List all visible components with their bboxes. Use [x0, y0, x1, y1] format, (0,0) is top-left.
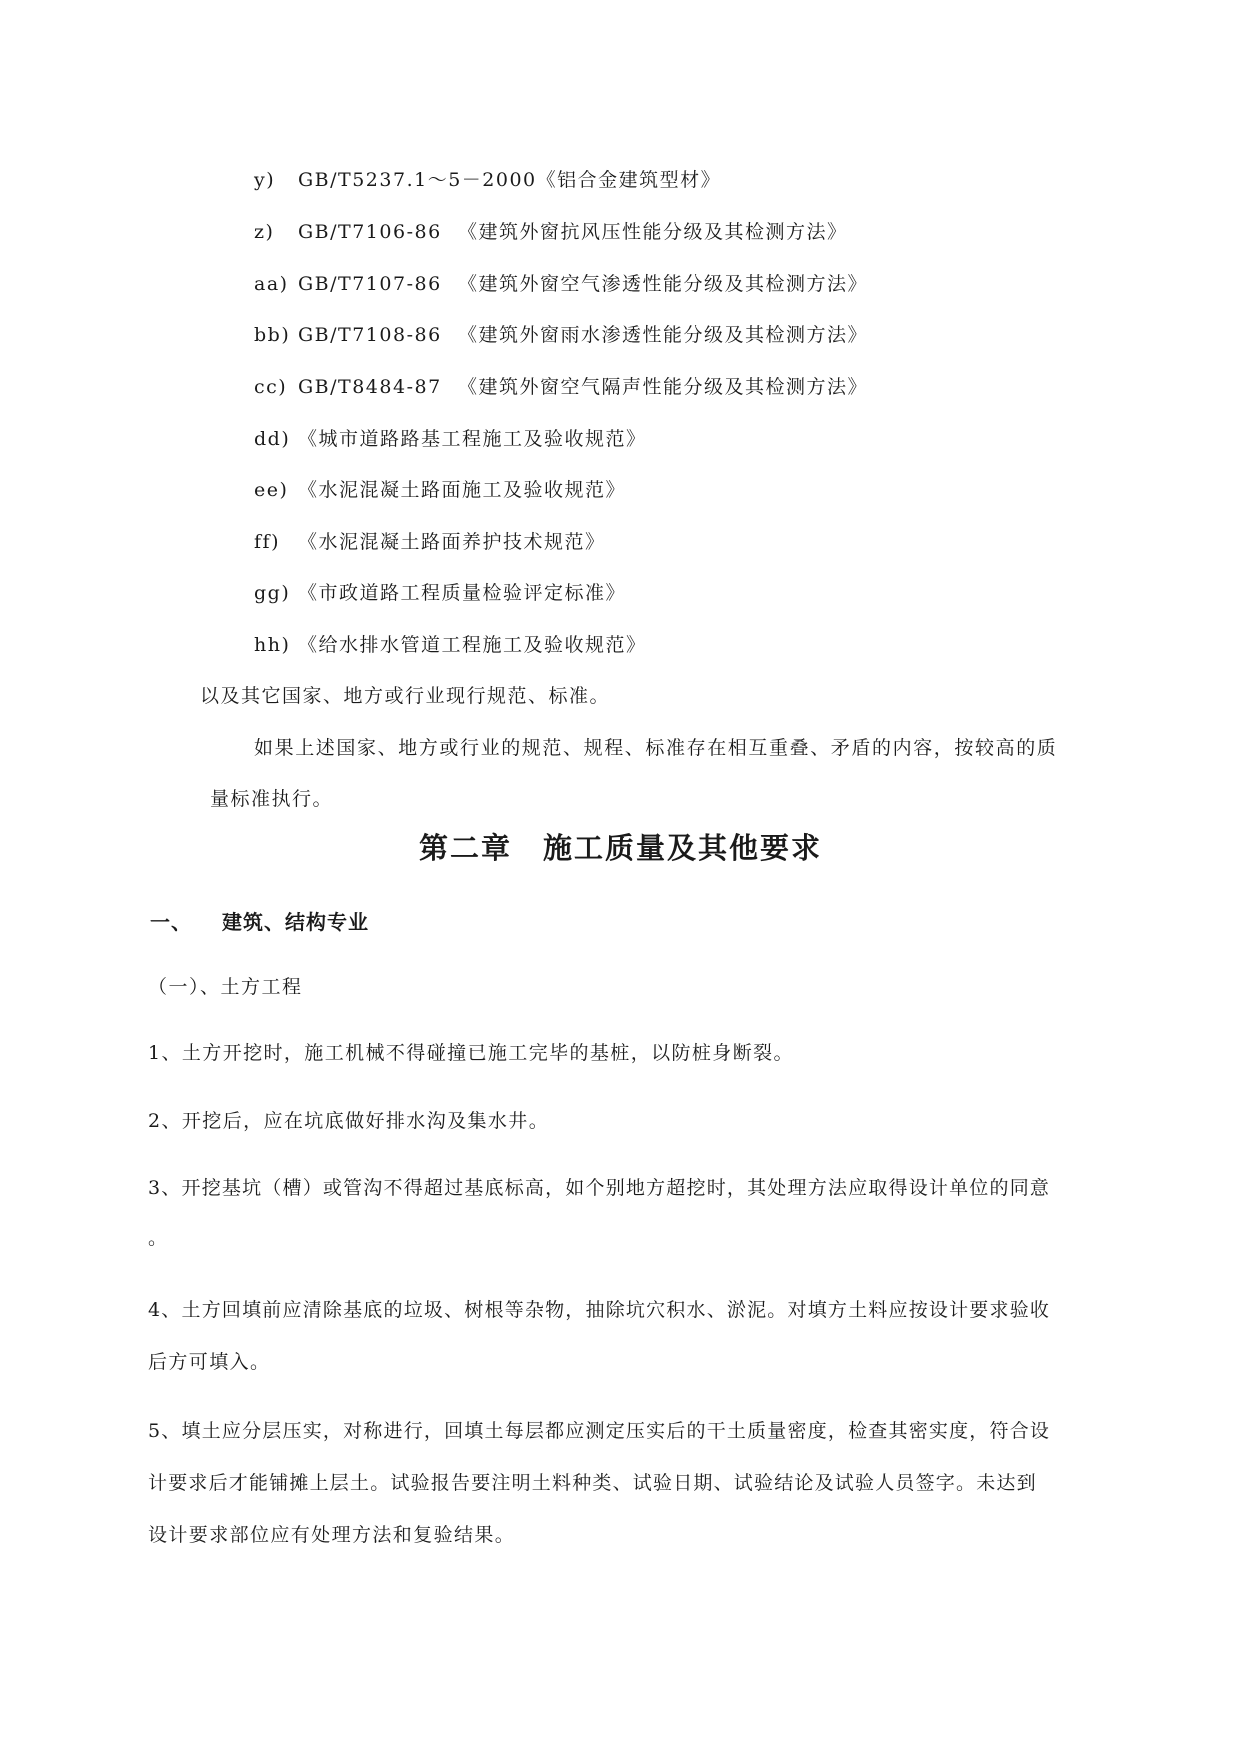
standard-item [254, 477, 626, 503]
standard-title: 《建筑外窗空气渗透性能分级及其检测方法》 [458, 273, 869, 295]
standard-label: dd) [254, 428, 291, 450]
standard-code: GB/T8484-87 [298, 376, 442, 398]
standard-item [254, 632, 647, 658]
section-heading [150, 908, 369, 936]
standard-item [254, 219, 848, 245]
conflict-text-line1: 如果上述国家、地方或行业的规范、规程、标准存在相互重叠、矛盾的内容，按较高的质 [254, 737, 1058, 759]
item-2: 2、开挖后，应在坑底做好排水沟及集水井。 [148, 1110, 550, 1132]
item-4-line2: 后方可填入。 [148, 1351, 271, 1373]
section-title: 建筑、结构专业 [222, 910, 369, 934]
section-number: 一、 [150, 910, 192, 934]
standard-label: hh) [254, 634, 291, 656]
standard-title: 《建筑外窗雨水渗透性能分级及其检测方法》 [458, 324, 869, 346]
standard-label: aa) [254, 273, 289, 295]
standard-item [254, 271, 868, 297]
item-4-line1: 4、土方回填前应清除基底的垃圾、树根等杂物，抽除坑穴积水、淤泥。对填方土料应按设计要求验收 [148, 1299, 1051, 1321]
standard-label: cc) [254, 376, 288, 398]
standard-title: 《市政道路工程质量检验评定标准》 [298, 582, 627, 604]
standard-code: GB/T7106-86 [298, 221, 442, 243]
standard-label: z) [254, 221, 275, 243]
item-3-line2: 。 [148, 1227, 169, 1249]
standard-title: 《铝合金建筑型材》 [536, 169, 722, 191]
standard-item [254, 529, 606, 555]
standard-item [254, 322, 868, 348]
standard-title: 《建筑外窗抗风压性能分级及其检测方法》 [458, 221, 848, 243]
standard-title: 《建筑外窗空气隔声性能分级及其检测方法》 [458, 376, 869, 398]
standard-code: GB/T7108-86 [298, 324, 442, 346]
standard-title: 《给水排水管道工程施工及验收规范》 [298, 634, 647, 656]
standard-label: ff) [254, 531, 280, 553]
standard-item [254, 167, 721, 193]
standard-label: gg) [254, 582, 291, 604]
conflict-text-line2: 量标准执行。 [210, 788, 334, 810]
standard-title: 《城市道路路基工程施工及验收规范》 [298, 428, 647, 450]
standard-code: GB/T5237.1～5－2000 [298, 169, 537, 191]
item-3-line1: 3、开挖基坑（槽）或管沟不得超过基底标高，如个别地方超挖时，其处理方法应取得设计单位的同意 [148, 1177, 1051, 1199]
standard-title: 《水泥混凝土路面养护技术规范》 [298, 531, 606, 553]
item-5-line2: 计要求后才能铺摊上层土。试验报告要注明土料种类、试验日期、试验结论及试验人员签字。未达到 [148, 1472, 1037, 1494]
standard-label: bb) [254, 324, 291, 346]
item-5-line3: 设计要求部位应有处理方法和复验结果。 [148, 1524, 516, 1546]
standard-code: GB/T7107-86 [298, 273, 442, 295]
item-1: 1、土方开挖时，施工机械不得碰撞已施工完毕的基桩，以防桩身断裂。 [148, 1042, 794, 1064]
standard-label: ee) [254, 479, 289, 501]
standard-item [254, 374, 868, 400]
subsection-title: （一）、土方工程 [148, 976, 303, 998]
standard-item [254, 426, 647, 452]
standard-label: y) [254, 169, 276, 191]
chapter-title: 第二章 施工质量及其他要求 [418, 831, 822, 865]
other-standards-text: 以及其它国家、地方或行业现行规范、标准。 [200, 685, 611, 707]
standard-title: 《水泥混凝土路面施工及验收规范》 [298, 479, 627, 501]
item-5-line1: 5、填土应分层压实，对称进行，回填土每层都应测定压实后的干土质量密度，检查其密实度，符合设 [148, 1420, 1051, 1442]
standard-item [254, 580, 626, 606]
